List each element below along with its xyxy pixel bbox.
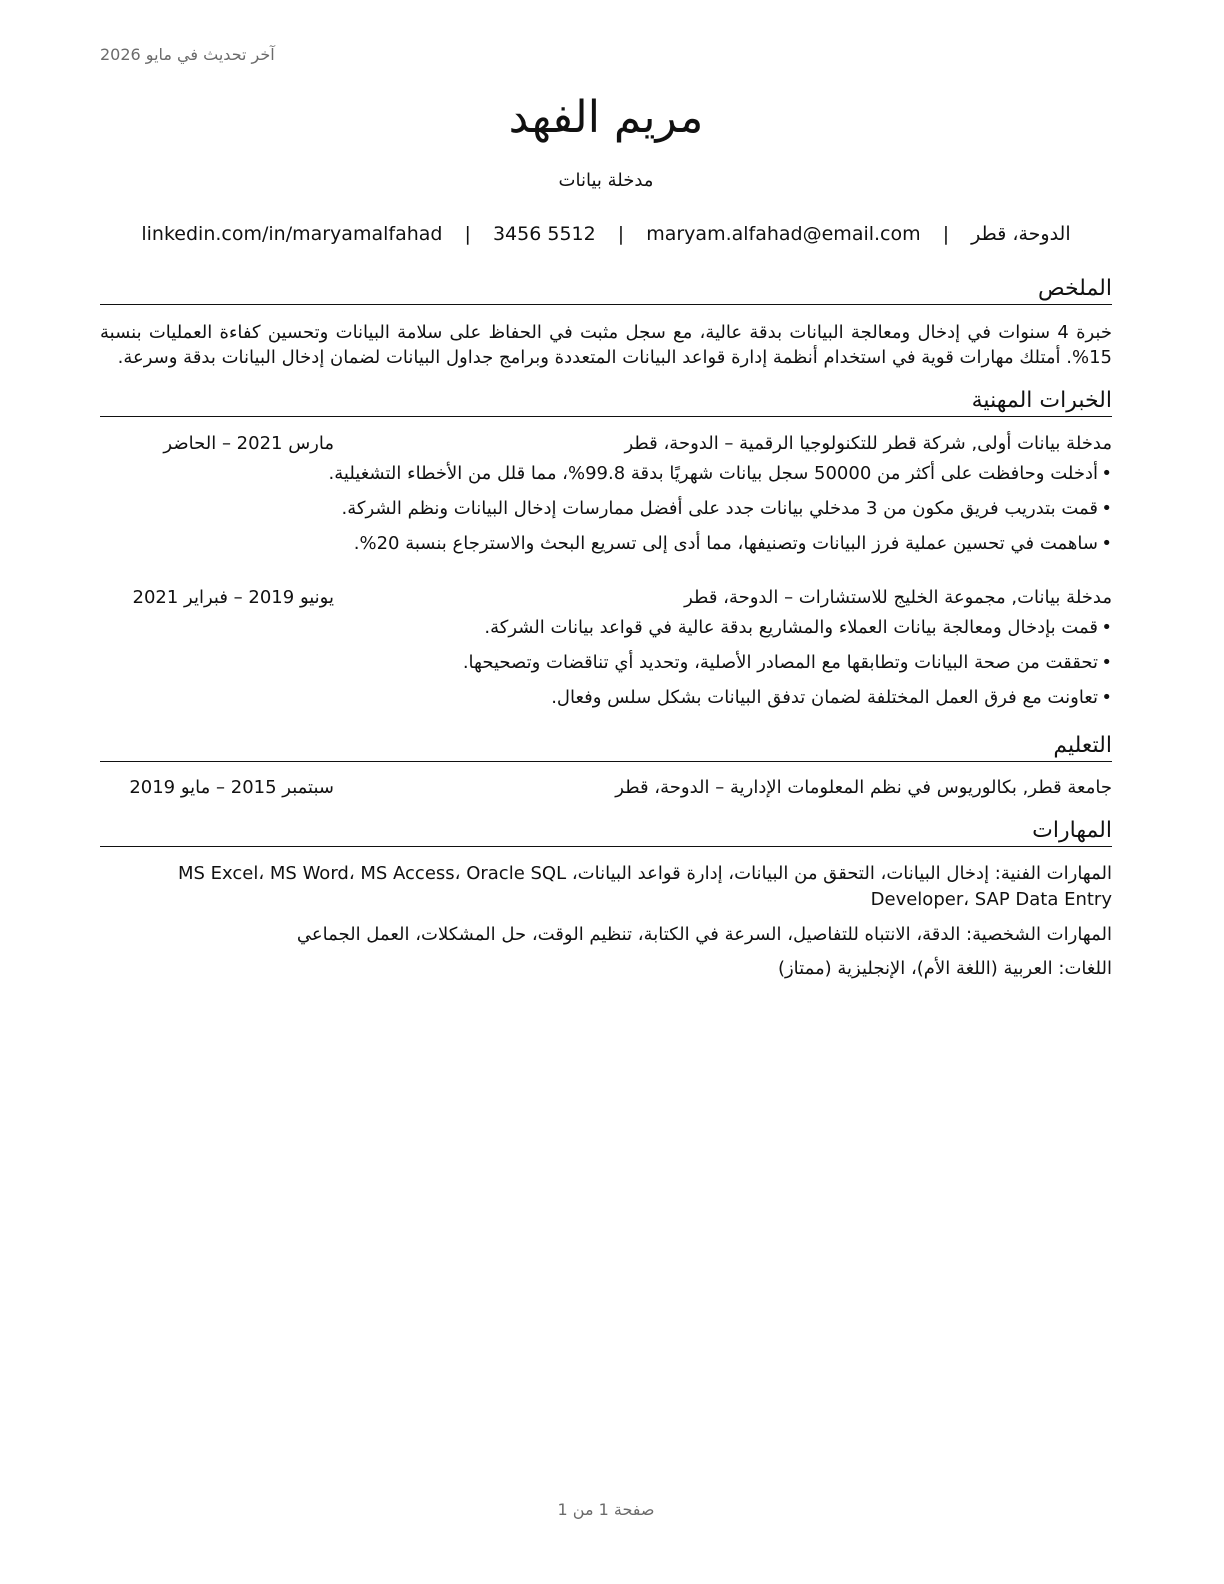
last-updated-note: آخر تحديث في مايو 2026 xyxy=(100,45,275,64)
job-dates: يونيو 2019 – فبراير 2021 xyxy=(132,587,334,608)
skills-technical: المهارات الفنية: إدخال البيانات، التحقق من البيانات، إدارة قواعد البيانات، MS Excel، MS Word، MS Access، Oracle SQL Developer، SAP Data Entry xyxy=(178,863,1112,910)
job-dates: مارس 2021 – الحاضر xyxy=(163,433,334,454)
summary-text: خبرة 4 سنوات في إدخال ومعالجة البيانات بدقة عالية، مع سجل مثبت في الحفاظ على سلامة البيانات وتحسين كفاءة العمليات بنسبة 15%. أمتلك مهارات قوية في استخدام أنظمة إدارة قواعد البيانات المتعددة وبرامج جداول البيانات لضمان إدخال البيانات بدقة وسرعة. xyxy=(100,322,1112,368)
skills-languages: اللغات: العربية (اللغة الأم)، الإنجليزية (ممتاز) xyxy=(777,958,1112,979)
resume-page xyxy=(100,0,1112,1584)
section-heading-skills: المهارات xyxy=(100,818,1112,847)
section-heading-experience: الخبرات المهنية xyxy=(100,388,1112,417)
education-entry xyxy=(100,775,1112,801)
contact-location: الدوحة، قطر xyxy=(971,223,1071,245)
bullet-glyph: • xyxy=(1101,652,1112,673)
bullet-glyph: • xyxy=(1101,617,1112,638)
contact-email[interactable]: maryam.alfahad@email.com xyxy=(646,223,921,245)
education-dates: سبتمبر 2015 – مايو 2019 xyxy=(129,777,334,798)
contact-separator: | xyxy=(464,223,471,245)
section-heading-education: التعليم xyxy=(100,733,1112,762)
education-degree: جامعة قطر, بكالوريوس في نظم المعلومات الإدارية – الدوحة، قطر xyxy=(615,777,1112,798)
bullet-text: قمت بتدريب فريق مكون من 3 مدخلي بيانات جدد على أفضل ممارسات إدخال البيانات ونظم الشركة. xyxy=(341,498,1098,519)
bullet-text: تعاونت مع فرق العمل المختلفة لضمان تدفق البيانات بشكل سلس وفعال. xyxy=(551,687,1098,708)
section-heading-summary: الملخص xyxy=(100,276,1112,305)
candidate-name: مريم الفهد xyxy=(508,92,704,143)
contact-separator: | xyxy=(942,223,950,245)
contact-line xyxy=(100,223,1112,245)
bullet-glyph: • xyxy=(1101,533,1112,554)
skills-soft: المهارات الشخصية: الدقة، الانتباه للتفاصيل، السرعة في الكتابة، تنظيم الوقت، حل المشكلات، العمل الجماعي xyxy=(296,924,1112,945)
contact-linkedin[interactable]: linkedin.com/in/maryamalfahad xyxy=(141,223,443,245)
job-bullet-list xyxy=(100,615,1112,720)
job-entry-header xyxy=(100,585,1112,611)
bullet-text: تحققت من صحة البيانات وتطابقها مع المصادر الأصلية، وتحديد أي تناقضات وتصحيحها. xyxy=(462,652,1098,673)
bullet-glyph: • xyxy=(1101,687,1112,708)
contact-phone: 3456 5512 xyxy=(492,223,596,245)
list-item xyxy=(100,615,1112,650)
page-indicator: صفحة 1 من 1 xyxy=(557,1500,655,1519)
job-role: مدخلة بيانات أولى, شركة قطر للتكنولوجيا الرقمية – الدوحة، قطر xyxy=(624,433,1112,454)
bullet-glyph: • xyxy=(1101,463,1112,484)
contact-separator: | xyxy=(617,223,625,245)
list-item xyxy=(100,531,1112,566)
bullet-text: ساهمت في تحسين عملية فرز البيانات وتصنيفها، مما أدى إلى تسريع البحث والاسترجاع بنسبة 20%. xyxy=(353,533,1098,554)
job-role: مدخلة بيانات, مجموعة الخليج للاستشارات – الدوحة، قطر xyxy=(684,587,1112,608)
bullet-glyph: • xyxy=(1101,498,1112,519)
job-entry-header xyxy=(100,431,1112,457)
bullet-text: قمت بإدخال ومعالجة بيانات العملاء والمشاريع بدقة عالية في قواعد بيانات الشركة. xyxy=(484,617,1098,638)
list-item xyxy=(100,461,1112,496)
job-title: مدخلة بيانات xyxy=(558,170,654,191)
bullet-text: أدخلت وحافظت على أكثر من 50000 سجل بيانات شهريًا بدقة 99.8%، مما قلل من الأخطاء التشغيلية. xyxy=(328,463,1098,484)
list-item xyxy=(100,650,1112,685)
job-bullet-list xyxy=(100,461,1112,566)
list-item xyxy=(100,685,1112,720)
list-item xyxy=(100,496,1112,531)
